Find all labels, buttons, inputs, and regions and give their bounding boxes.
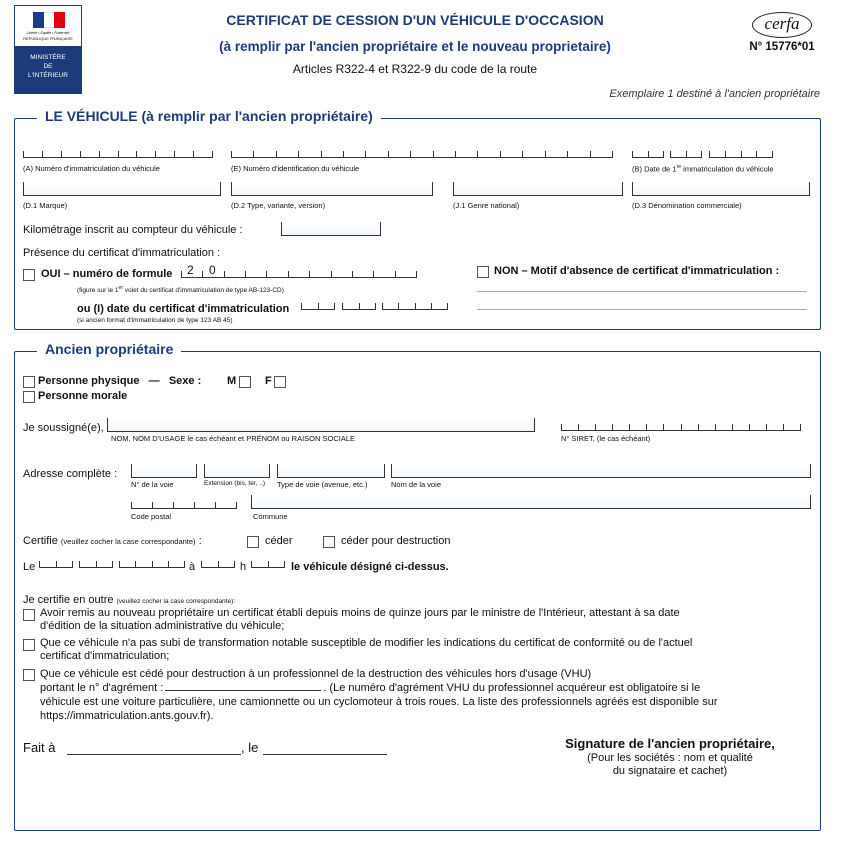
presence-label: Présence du certificat d'immatriculation : [23,247,221,259]
ministere-line-2: DE [43,63,53,70]
ministere-line-3: L'INTÉRIEUR [28,72,68,79]
type-voie-note: Type de voie (avenue, etc.) [277,480,368,489]
motif-line-2[interactable] [477,309,807,310]
type-voie-input[interactable] [277,464,385,478]
sexe-m-label: M [227,375,237,387]
marque-label: (D.1 Marque) [23,201,68,210]
certif-2-checkbox[interactable] [23,639,35,651]
articles-text: Articles R322-4 et R322-9 du code de la route [292,62,538,76]
genre-label: (J.1 Genre national) [453,201,520,210]
fait-lieu-input[interactable] [67,754,241,755]
cession-hour[interactable] [201,557,235,568]
non-checkbox[interactable] [477,266,489,278]
nom-note: NOM, NOM D'USAGE le cas échéant et PRÉNOM ou RAISON SOCIALE [111,434,356,443]
cession-minute[interactable] [251,557,285,568]
page-title: CERTIFICAT DE CESSION D'UN VÉHICULE D'OCCASION [226,12,604,28]
personne-morale-label: Personne morale [38,390,128,402]
page-subtitle: (à remplir par l'ancien propriétaire et le nouveau proprietaire) [219,39,611,54]
fait-label: Fait à [23,740,56,755]
ministere-block [15,46,81,93]
numero-voie-input[interactable] [131,464,197,478]
date-certificat-day[interactable] [301,299,335,310]
type-variante-input[interactable] [231,182,433,196]
nom-input[interactable] [107,418,535,432]
numero-voie-note: N° de la voie [131,480,174,489]
formule-digit-1: 2 [187,263,194,277]
code-postal-note: Code postal [131,512,172,521]
exemplaire-text: Exemplaire 1 destiné à l'ancien propriétaire [609,88,820,100]
a-label: à [189,561,196,573]
cession-day[interactable] [39,557,73,568]
genre-input[interactable] [453,182,623,196]
certifie-label: Certifie (veuillez cocher la case correspondante) : [23,535,202,547]
section-vehicule [14,108,821,330]
kilometrage-input[interactable] [281,222,381,236]
certif-3-text: Que ce véhicule est cédé pour destruction à un professionnel de la destruction des véhicules hors d'usage (VHU) portant le n° d'agrément : . (Le numéro d'agrément VHU du professionnel acquéreur est obligatoire si le véhicule est une voiture particulière, une camionnette ou un cyclomoteur à trois roues. La liste des professionnels agréés est disponible sur https://immatriculation.ants.gouv.fr). [40,668,718,722]
type-variante-label: (D.2 Type, variante, version) [231,201,326,210]
republique-logo [14,5,82,94]
certif-2-text: Que ce véhicule n'a pas subi de transformation notable susceptible de modifier les indications du certificat de conformité ou de l'actuel certificat d'immatriculation; [40,637,693,662]
fait-date-input[interactable] [263,754,387,755]
certif-1-text: Avoir remis au nouveau propriétaire un certificat établi depuis moins de quinze jours par le ministre de l'Intérieur, attestant à sa date d'édition de la situation administrative du véhicule; [40,607,680,632]
certif-3-checkbox[interactable] [23,669,35,681]
section-vehicule-title: LE VÉHICULE (à remplir par l'ancien propriétaire) [37,108,381,124]
certif-1-checkbox[interactable] [23,609,35,621]
oui-checkbox[interactable] [23,269,35,281]
denomination-label: (D.3 Dénomination commerciale) [632,201,742,210]
cerfa-number: N° 15776*01 [749,41,815,53]
cerfa-logo [752,12,812,38]
fait-date-label: , le [241,740,259,755]
sexe-f-checkbox[interactable] [274,376,286,388]
le-label: Le [23,561,36,573]
identification-label: (E) Numéro d'identification du véhicule [231,164,360,173]
commune-input[interactable] [251,495,811,509]
oui-note: (figure sur le 1er volet du certificat d'immatriculation de type AB-123-CD) [77,285,284,295]
personne-physique-label: Personne physique — Sexe : [38,375,202,387]
certifie-outre-label: Je certifie en outre (veuillez cocher la case correspondante): [23,594,236,606]
section-ancien-title: Ancien propriétaire [37,341,181,357]
date-certificat-year[interactable] [382,299,448,310]
soussigne-label: Je soussigné(e), [23,422,104,434]
marque-input[interactable] [23,182,221,196]
ceder-checkbox[interactable] [247,536,259,548]
siret-note: N° SIRET, (le cas échéant) [561,434,651,443]
date-certificat-month[interactable] [342,299,376,310]
date-immat-day[interactable] [632,147,664,158]
logo-caption: Liberté • Égalité • Fraternité [26,31,70,35]
ministere-line-1: MINISTÈRE [30,54,66,61]
immatriculation-input[interactable] [23,147,213,158]
cerfa-text: cerfa [764,14,800,33]
signature-note: (Pour les sociétés : nom et qualité du signataire et cachet) [587,752,753,777]
h-label: h [240,561,247,573]
designe-label: le véhicule désigné ci-dessus. [291,561,449,573]
motif-line-1[interactable] [477,291,807,292]
non-label: NON – Motif d'absence de certificat d'immatriculation : [494,265,780,277]
sexe-m-checkbox[interactable] [239,376,251,388]
logo-republique: RÉPUBLIQUE FRANÇAISE [23,36,73,41]
personne-physique-checkbox[interactable] [23,376,35,388]
commune-note: Commune [253,512,288,521]
ceder-label: céder [265,535,293,547]
ceder-destruction-label: céder pour destruction [341,535,451,547]
extension-input[interactable] [204,464,270,478]
date-certificat-note: (si ancien format d'immatriculation de type 123 AB 45) [77,317,233,324]
adresse-label: Adresse complète : [23,468,118,480]
numero-formule-input[interactable] [181,267,417,278]
identification-input[interactable] [231,147,613,158]
code-postal-input[interactable] [131,498,237,509]
extension-note: Extension (bis, ter, ..) [204,480,266,487]
flag-icon [33,12,65,28]
siret-input[interactable] [561,420,801,431]
cession-month[interactable] [79,557,113,568]
nom-voie-input[interactable] [391,464,811,478]
section-ancien-proprietaire [14,341,821,831]
sexe-f-label: F [265,375,272,387]
oui-label: OUI – numéro de formule [41,268,173,280]
signature-title: Signature de l'ancien propriétaire, [565,736,775,751]
kilometrage-label: Kilométrage inscrit au compteur du véhicule : [23,224,243,236]
cession-year[interactable] [119,557,185,568]
personne-morale-checkbox[interactable] [23,391,35,403]
date-immat-label: (B) Date de 1re immatriculation du véhicule [632,164,774,174]
nom-voie-note: Nom de la voie [391,480,442,489]
date-immat-year[interactable] [709,147,773,158]
immatriculation-label: (A) Numéro d'immatriculation du véhicule [23,164,160,173]
denomination-input[interactable] [632,182,810,196]
date-certificat-label: ou (I) date du certificat d'immatriculation [77,303,290,315]
date-immat-month[interactable] [670,147,702,158]
ceder-destruction-checkbox[interactable] [323,536,335,548]
formule-digit-2: 0 [209,263,216,277]
